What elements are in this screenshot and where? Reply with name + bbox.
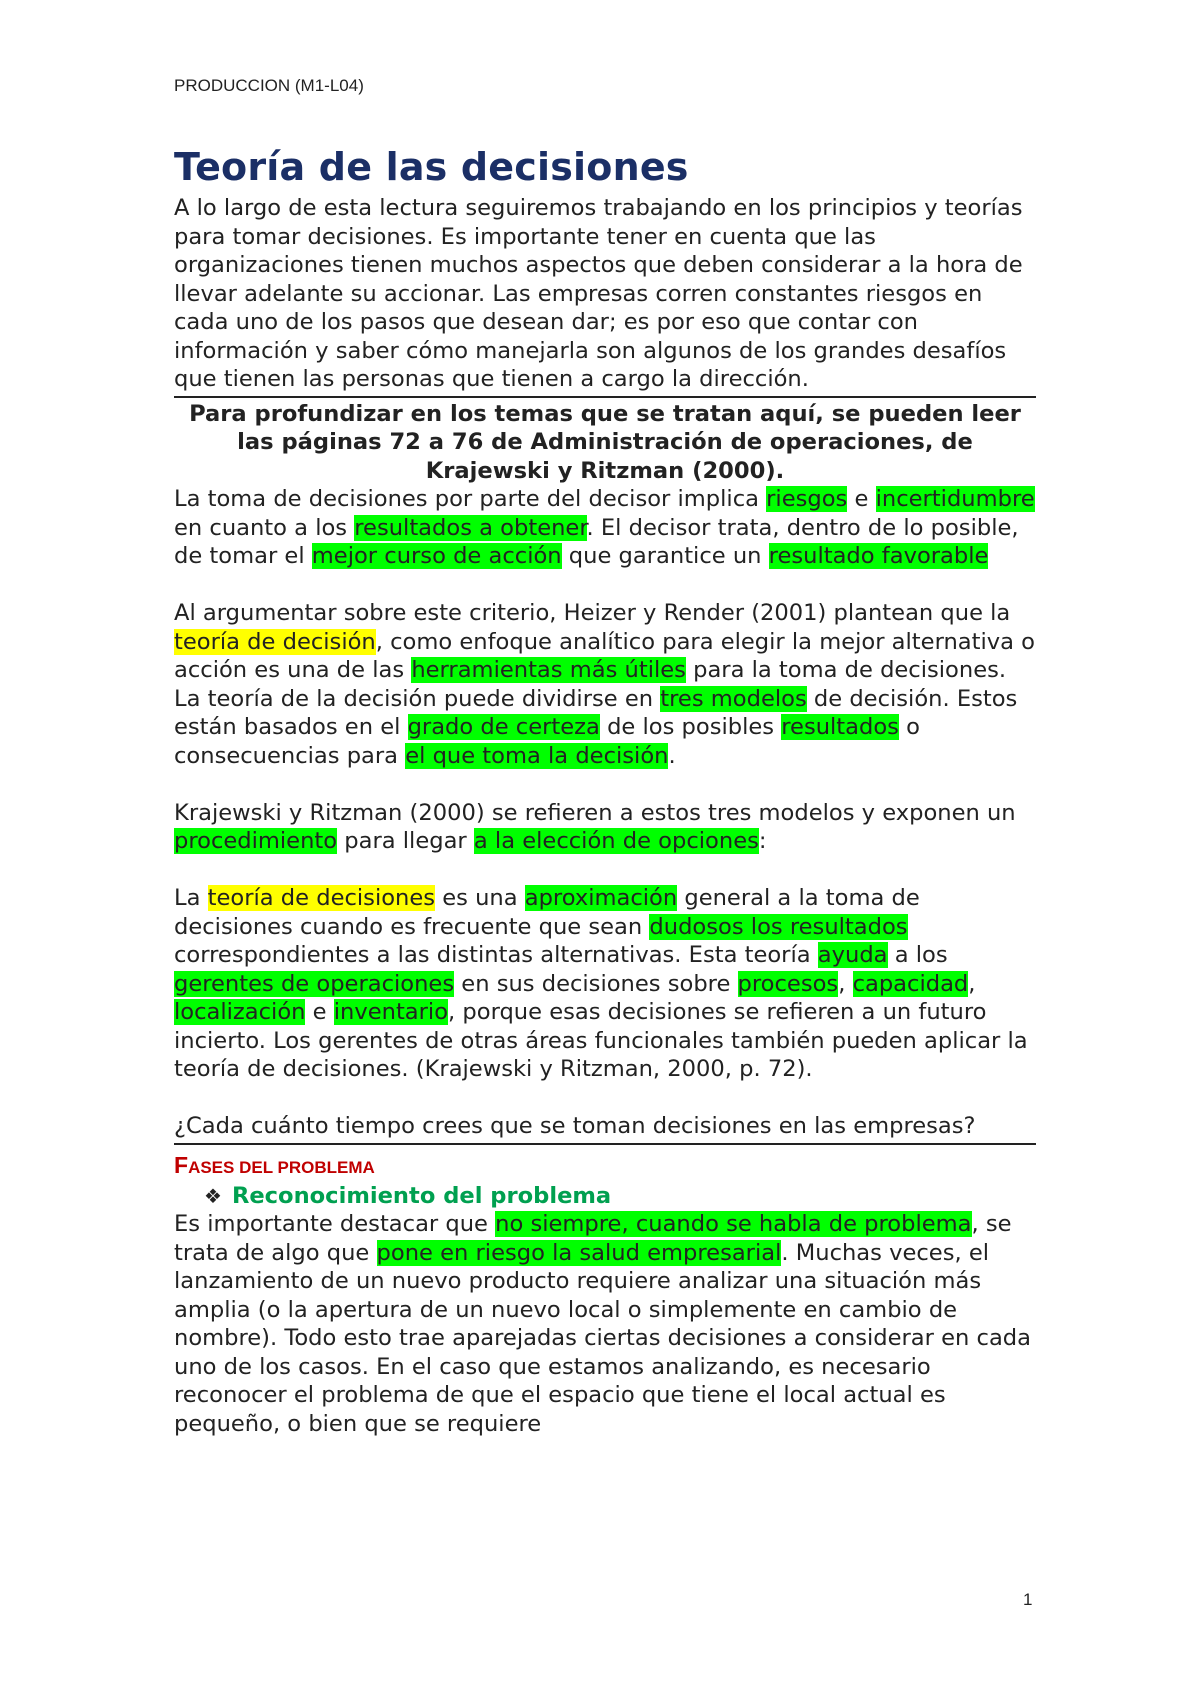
- highlight: aproximación: [524, 885, 678, 911]
- text-run: de los posibles: [599, 714, 782, 740]
- highlight: no siempre, cuando se habla de problema: [495, 1211, 972, 1237]
- highlight: resultado favorable: [768, 543, 989, 569]
- text-run: e: [847, 486, 876, 512]
- text-run: . El decisor trata, dentro de lo posible, de tomar el: [174, 514, 1019, 569]
- highlight: capacidad: [852, 970, 969, 997]
- spacer: [174, 856, 1036, 885]
- highlight-yellow: teoría de decisión: [174, 628, 376, 655]
- running-header: PRODUCCION (M1-L04): [174, 76, 364, 95]
- highlight: inventario: [333, 999, 449, 1025]
- text-run: La: [174, 885, 208, 911]
- text-run: es una: [435, 885, 525, 911]
- text-run: , porque esas decisiones se refieren a un futuro incierto. Los gerentes de otras áreas funcionales también pueden aplicar la teoría de decisiones. (Krajewski y Ritzman, 2000, p. 72).: [174, 999, 1028, 1082]
- page-number: 1: [1023, 1590, 1033, 1609]
- text-run: o consecuencias para: [174, 714, 920, 769]
- text-run: La toma de decisiones por parte del decisor implica: [174, 486, 767, 512]
- spacer: [174, 1084, 1036, 1113]
- text-run: Es importante destacar que: [174, 1211, 496, 1237]
- reading-callout: Para profundizar en los temas que se tratan aquí, se pueden leer las páginas 72 a 76 de Administración de operaciones, de Krajewski y Ritzman (2000).: [189, 400, 1021, 484]
- subheading-text: Reconocimiento del problema: [231, 1182, 612, 1209]
- text-run: de decisión. Estos están basados en el: [174, 685, 1018, 740]
- spacer: [174, 571, 1036, 600]
- text-run: , se trata de algo que: [174, 1211, 1012, 1266]
- text-run: , como enfoque analítico para elegir la mejor alternativa o acción es una de las: [174, 628, 1035, 683]
- highlight: tres modelos: [660, 685, 807, 712]
- text-run: para la toma de decisiones. La teoría de la decisión puede dividirse en: [174, 657, 1007, 712]
- paragraph-decisor: [174, 485, 1036, 571]
- document-body: [174, 144, 1036, 1438]
- text-run: general a la toma de decisiones cuando es frecuente que sean: [174, 885, 920, 940]
- highlight: herramientas más útiles: [411, 657, 686, 683]
- highlight: el que toma la decisión: [405, 742, 669, 769]
- paragraph-heizer-render: [174, 599, 1036, 770]
- highlight: ayuda: [817, 942, 888, 968]
- highlight: pone en riesgo la salud empresarial: [376, 1239, 782, 1266]
- text-run: que garantice un: [561, 543, 769, 569]
- text-run: en cuanto a los: [174, 514, 355, 541]
- text-run: ,: [838, 970, 853, 997]
- highlight: gerentes de operaciones: [174, 970, 455, 997]
- highlight: incertidumbre: [875, 486, 1035, 512]
- paragraph-reconocimiento: [174, 1210, 1036, 1438]
- text-run: .: [668, 742, 676, 769]
- paragraph-teoria-decisiones: [174, 884, 1036, 1084]
- text-run: para llegar: [337, 828, 474, 854]
- section-heading-cap: F: [174, 1151, 189, 1178]
- intro-paragraph: A lo largo de esta lectura seguiremos trabajando en los principios y teorías para tomar decisiones. Es importante tener en cuenta que las organizaciones tienen muchos aspectos que deben considerar a la hora de llevar adelante su accionar. Las empresas corren constantes riesgos en cada uno de los pasos que desean dar; es por eso que contar con información y saber cómo manejarla son algunos de los grandes desafíos que tienen las personas que tienen a cargo la dirección.: [174, 195, 1023, 392]
- highlight: a la elección de opciones: [473, 828, 759, 854]
- question-paragraph: ¿Cada cuánto tiempo crees que se toman decisiones en las empresas?: [174, 1113, 976, 1139]
- section-heading: [174, 1151, 1036, 1182]
- subheading: [204, 1182, 1036, 1211]
- spacer: [174, 770, 1036, 799]
- highlight: grado de certeza: [407, 714, 600, 740]
- text-run: Krajewski y Ritzman (2000) se refieren a estos tres modelos y exponen un: [174, 799, 1016, 826]
- diamond-bullet-icon: ❖: [204, 1183, 222, 1208]
- section-heading-rest: ASES DEL: [188, 1157, 278, 1177]
- highlight-yellow: teoría de decisiones: [207, 885, 436, 911]
- text-run: :: [758, 828, 767, 854]
- section-heading-rest: PROBLEMA: [277, 1157, 375, 1177]
- divider: [174, 396, 1036, 398]
- highlight: mejor curso de acción: [311, 543, 562, 569]
- text-run: Al argumentar sobre este criterio, Heizer y Render (2001) plantean que la: [174, 600, 1011, 626]
- highlight: procesos: [737, 970, 839, 997]
- text-run: en sus decisiones sobre: [454, 970, 738, 997]
- highlight: dudosos los resultados: [649, 913, 908, 940]
- highlight: procedimiento: [174, 828, 338, 854]
- text-run: ,: [968, 970, 976, 997]
- paragraph-krajewski: [174, 799, 1036, 856]
- text-run: . Muchas veces, el lanzamiento de un nuevo producto requiere analizar una situación más amplia (o la apertura de un nuevo local o simplemente en cambio de nombre). Todo esto trae aparejadas ciertas decisiones a considerar en cada uno de los casos. En el caso que estamos analizando, es necesario reconocer el problema de que el espacio que tiene el local actual es pequeño, o bien que se requiere: [174, 1239, 1031, 1437]
- page-title: Teoría de las decisiones: [174, 145, 689, 189]
- highlight: resultados: [781, 714, 899, 740]
- divider: [174, 1143, 1036, 1145]
- text-run: a los: [887, 942, 948, 968]
- highlight: localización: [174, 999, 306, 1025]
- text-run: correspondientes a las distintas alternativas. Esta teoría: [174, 942, 818, 968]
- highlight: riesgos: [766, 486, 848, 512]
- text-run: e: [305, 999, 334, 1025]
- highlight: resultados a obtener: [354, 514, 587, 541]
